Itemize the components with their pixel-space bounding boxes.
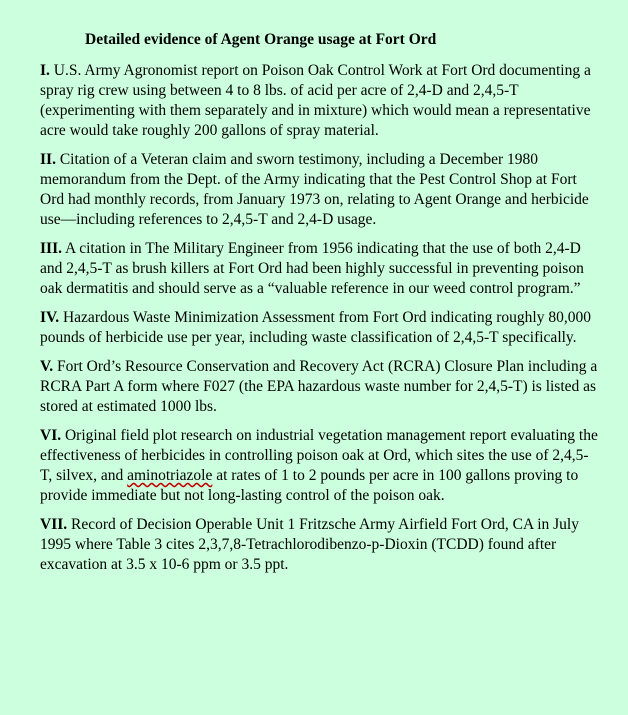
- evidence-item-4: [40, 308, 600, 348]
- document-title: Detailed evidence of Agent Orange usage at Fort Ord: [85, 31, 437, 48]
- item-text: Hazardous Waste Minimization Assessment from Fort Ord indicating roughly 80,000 pounds of herbicide use per year, including waste classification of 2,4,5-T specifically.: [40, 309, 591, 346]
- spellcheck-flagged-word: aminotriazole: [127, 467, 213, 484]
- evidence-item-1: [40, 61, 600, 141]
- item-numeral: IV.: [40, 309, 60, 326]
- item-text: A citation in The Military Engineer from 1956 indicating that the use of both 2,4-D and 2,4,5-T as brush killers at Fort Ord had been highly successful in preventing poison oak dermatitis and should serve as a “valuable reference in our weed control program.”: [40, 240, 584, 297]
- item-numeral: I.: [40, 62, 50, 79]
- item-text: U.S. Army Agronomist report on Poison Oak Control Work at Fort Ord documenting a spray rig crew using between 4 to 8 lbs. of acid per acre of 2,4-D and 2,4,5-T (experimenting with them separately and in mixture) which would mean a representative acre would take roughly 200 gallons of spray material.: [40, 62, 591, 139]
- item-text: Fort Ord’s Resource Conservation and Recovery Act (RCRA) Closure Plan including a RCRA Part A form where F027 (the EPA hazardous waste number for 2,4,5-T) is listed as stored at estimated 1000 lbs.: [40, 358, 598, 415]
- item-numeral: VII.: [40, 516, 68, 533]
- evidence-item-5: [40, 357, 600, 417]
- item-text: Record of Decision Operable Unit 1 Fritzsche Army Airfield Fort Ord, CA in July 1995 where Table 3 cites 2,3,7,8-Tetrachlorodibenzo-p-Dioxin (TCDD) found after excavation at 3.5 x 10-6 ppm or 3.5 ppt.: [40, 516, 579, 573]
- item-numeral: VI.: [40, 427, 62, 444]
- evidence-item-3: [40, 239, 600, 299]
- item-numeral: II.: [40, 151, 56, 168]
- item-text-after: at rates of 1 to 2 pounds per acre in 100 gallons proving to provide immediate but not long-lasting control of the poison oak.: [40, 467, 579, 504]
- item-numeral: V.: [40, 358, 54, 375]
- evidence-item-2: [40, 150, 600, 230]
- evidence-item-7: [40, 515, 600, 575]
- item-text-before: Original field plot research on industrial vegetation management report evaluating the effectiveness of herbicides in controlling poison oak at Ord, which sites the use of 2,4,5-T, silvex, and: [40, 427, 598, 484]
- item-numeral: III.: [40, 240, 62, 257]
- evidence-document: [40, 30, 600, 584]
- evidence-item-6: [40, 426, 600, 506]
- item-text: Citation of a Veteran claim and sworn testimony, including a December 1980 memorandum from the Dept. of the Army indicating that the Pest Control Shop at Fort Ord had monthly records, from January 1973 on, relating to Agent Orange and herbicide use—including references to 2,4,5-T and 2,4-D usage.: [40, 151, 589, 228]
